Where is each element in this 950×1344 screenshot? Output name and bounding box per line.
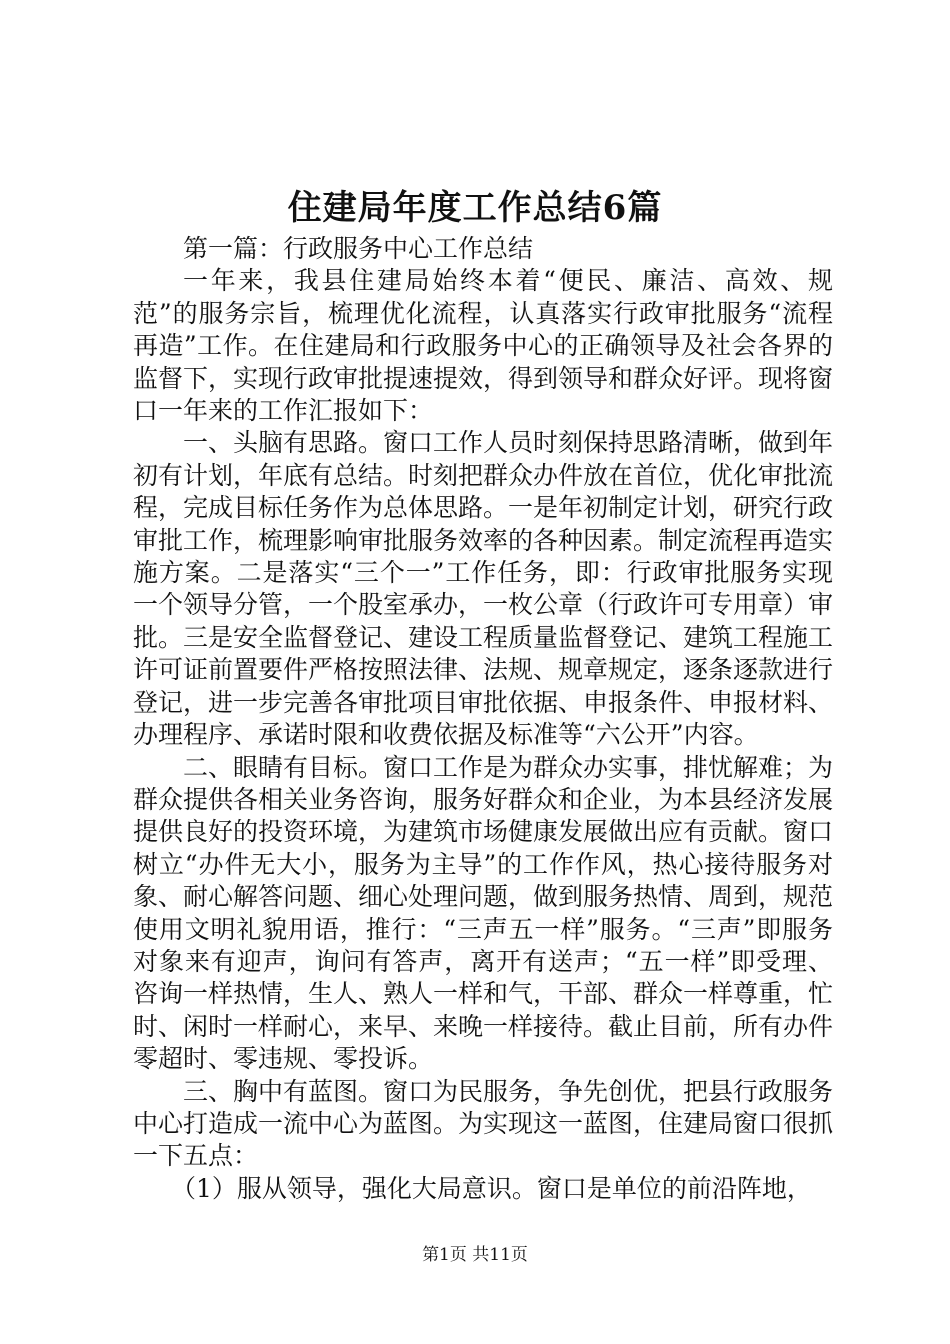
section-heading: 第一篇：行政服务中心工作总结 <box>183 234 534 263</box>
paragraph: 一年来，我县住建局始终本着“便民、廉洁、高效、规范”的服务宗旨，梳理优化流程，认真落实行政审批服务“流程再造”工作。在住建局和行政服务中心的正确领导及社会各界的监督下，实现行政审批提速提效，得到领导和群众好评。现将窗口一年来的工作汇报如下： <box>133 266 834 426</box>
document-title: 住建局年度工作总结6篇 <box>287 188 663 228</box>
page-footer: 第1页 共11页 <box>422 1245 528 1265</box>
paragraph: 三、胸中有蓝图。窗口为民服务，争先创优，把县行政服务中心打造成一流中心为蓝图。为实现这一蓝图，住建局窗口很抓一下五点： <box>133 1076 834 1171</box>
paragraph: 一、头脑有思路。窗口工作人员时刻保持思路清晰，做到年初有计划，年底有总结。时刻把群众办件放在首位，优化审批流程，完成目标任务作为总体思路。一是年初制定计划，研究行政审批工作，梳理影响审批服务效率的各种因素。制定流程再造实施方案。二是落实“三个一”工作任务，即：行政审批服务实现一个领导分管，一个股室承办，一枚公章（行政许可专用章）审批。三是安全监督登记、建设工程质量监督登记、建筑工程施工许可证前置要件严格按照法律、法规、规章规定，逐条逐款进行登记，进一步完善各审批项目审批依据、申报条件、申报材料、办理程序、承诺时限和收费依据及标准等“六公开”内容。 <box>133 428 834 750</box>
paragraph: 二、眼睛有目标。窗口工作是为群众办实事，排忧解难；为群众提供各相关业务咨询，服务好群众和企业，为本县经济发展提供良好的投资环境，为建筑市场健康发展做出应有贡献。窗口树立“办件无大小，服务为主导”的工作作风，热心接待服务对象、耐心解答问题、细心处理问题，做到服务热情、周到，规范使用文明礼貌用语，推行：“三声五一样”服务。“三声”即服务对象来有迎声，询问有答声，离开有送声；“五一样”即受理、咨询一样热情，生人、熟人一样和气，干部、群众一样尊重，忙时、闲时一样耐心，来早、来晚一样接待。截止目前，所有办件零超时、零违规、零投诉。 <box>133 752 834 1074</box>
paragraph: （1）服从领导，强化大局意识。窗口是单位的前沿阵地， <box>171 1173 812 1203</box>
document-body <box>133 233 833 1205</box>
